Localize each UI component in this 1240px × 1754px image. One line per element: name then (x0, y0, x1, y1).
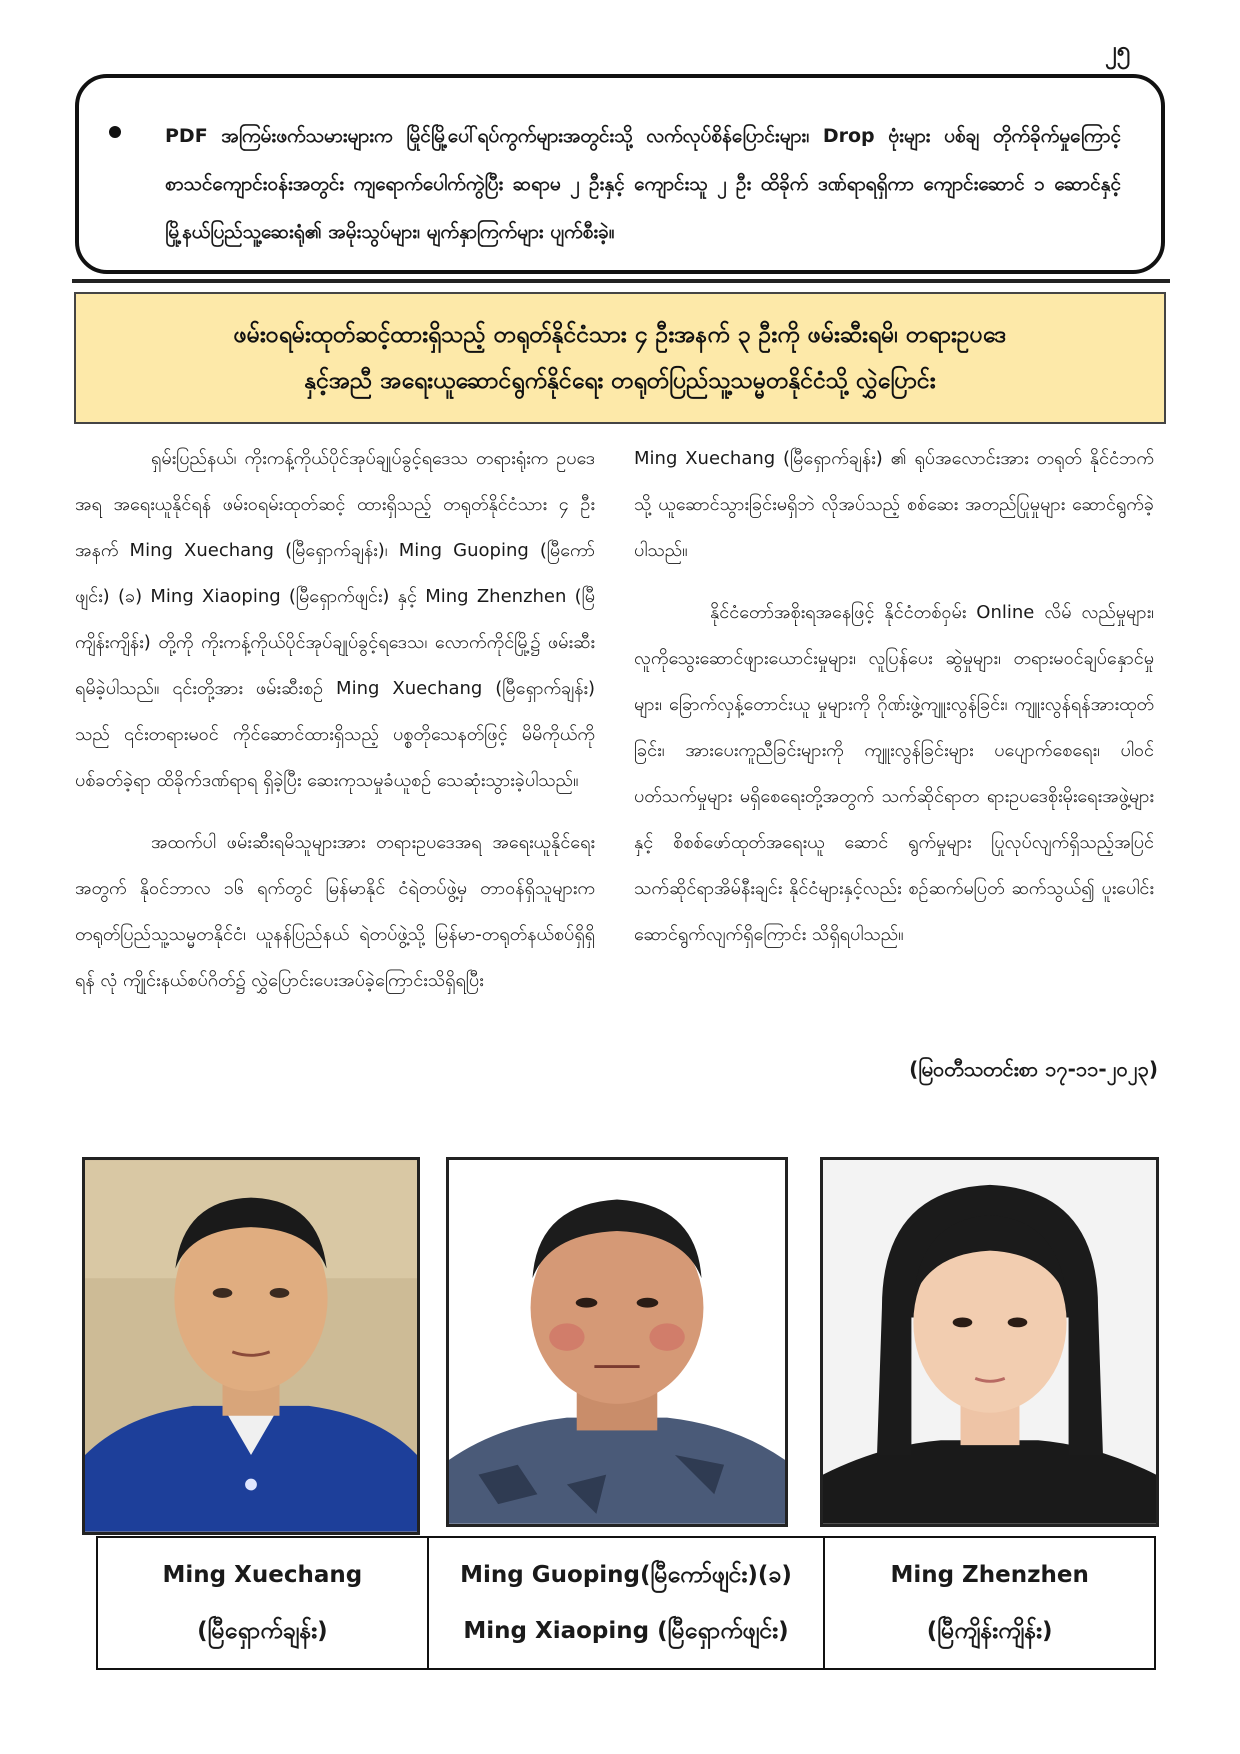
article-paragraph: Ming Xuechang (မြီရှောက်ချန်း) ၏ ရုပ်အလောင်းအား တရုတ် နိုင်ငံဘက်သို့ ယူဆောင်သွားခြင်းမရှိဘဲ လိုအပ်သည့် စစ်ဆေး အတည်ပြုမှုများ ဆောင်ရွက်ခဲ့ပါသည်။ (634, 448, 1154, 561)
headline-box (74, 292, 1166, 424)
article-paragraph: အထက်ပါ ဖမ်းဆီးရမိသူများအား တရားဥပဒေအရ အရေးယူနိုင်ရေးအတွက် နိုဝင်ဘာလ ၁၆ ရက်တွင် မြန်မာနိုင် ငံရဲတပ်ဖွဲ့မှ တာဝန်ရှိသူများက တရုတ်ပြည်သူ့သမ္မတနိုင်ငံ၊ ယူနန်ပြည်နယ် ရဲတပ်ဖွဲ့သို့ မြန်မာ-တရုတ်နယ်စပ်ရှိရှိရန် လုံ ကျိုင်းနယ်စပ်ဂိတ်၌ လွှဲပြောင်းပေးအပ်ခဲ့ကြောင်းသိရှိရပြီး (75, 832, 595, 991)
headline-line-1: ဖမ်းဝရမ်းထုတ်ဆင့်ထားရှိသည့် တရုတ်နိုင်ငံသား ၄ ဦးအနက် ၃ ဦးကို ဖမ်းဆီးရမိ၊ တရားဥပဒေ (233, 322, 1007, 348)
article-paragraph: နိုင်ငံတော်အစိုးရအနေဖြင့် နိုင်ငံတစ်ဝှမ်း Online လိမ် လည်မှုများ၊ လူကိုသွေးဆောင်ဖျားယောင်းမှုများ၊ လူပြန်ပေး ဆွဲမှုများ၊ တရားမဝင်ချပ်နှောင်မှုများ၊ ခြောက်လှန့်တောင်းယူ မှုများကို ဂိုဏ်းဖွဲ့ကျူးလွန်ခြင်း၊ ကျူးလွန်ရန်အားထုတ်ခြင်း၊ အားပေးကူညီခြင်းများကို ကျူးလွန်ခြင်းများ ပပျောက်စေရေး၊ ပါဝင်ပတ်သက်မှုများ မရှိစေရေးတို့အတွက် သက်ဆိုင်ရာတ ရားဥပဒေစိုးမိုးရေးအဖွဲ့များနှင့် စိစစ်ဖော်ထုတ်အရေးယူ ဆောင် ရွက်မှုများ ပြုလုပ်လျက်ရှိသည့်အပြင် သက်ဆိုင်ရာအိမ်နီးချင်း နိုင်ငံများနှင့်လည်း စဉ်ဆက်မပြတ် ဆက်သွယ်၍ ပူးပေါင်း ဆောင်ရွက်လျက်ရှိကြောင်း သိရှိရပါသည်။ (634, 602, 1154, 945)
divider (72, 279, 1170, 283)
caption-cell-2 (429, 1538, 826, 1668)
caption-name: Ming Guoping(မြီကော်ဖျင်း)(ခ) (460, 1562, 792, 1588)
portrait-photo-1 (82, 1157, 420, 1535)
caption-cell-3 (825, 1538, 1154, 1668)
caption-cell-1 (98, 1538, 429, 1668)
caption-table (96, 1536, 1156, 1670)
portrait-photo-2 (446, 1157, 788, 1527)
bullet-icon (109, 126, 121, 138)
note-text: PDF အကြမ်းဖက်သမားများက မြိုင်မြို့ပေါ်ရပ်ကွက်များအတွင်းသို့ လက်လုပ်စိန်ပြောင်းများ၊ Drop ဗုံးများ ပစ်ချ တိုက်ခိုက်မှုကြောင့် စာသင်ကျောင်းဝန်းအတွင်း ကျရောက်ပေါက်ကွဲပြီး ဆရာမ ၂ ဦးနှင့် ကျောင်းသူ ၂ ဦး ထိခိုက် ဒဏ်ရာရရှိကာ ကျောင်းဆောင် ၁ ဆောင်နှင့် မြို့နယ်ပြည်သူ့ဆေးရုံ၏ အမိုးသွပ်များ၊ မျက်နှာကြက်များ ပျက်စီးခဲ့။ (165, 125, 1121, 243)
page-number: ၂၅ (1104, 36, 1130, 64)
headline-line-2: နှင့်အညီ အရေးယူဆောင်ရွက်နိုင်ရေး တရုတ်ပြည်သူ့သမ္မတနိုင်ငံသို့ လွှဲပြောင်း (304, 368, 936, 394)
article-right-column (634, 436, 1154, 958)
portrait-icon (85, 1160, 417, 1532)
portrait-icon (449, 1160, 785, 1524)
caption-name-alias: Ming Xiaoping (မြီရှောက်ဖျင်း) (463, 1618, 789, 1644)
portrait-photo-3 (820, 1157, 1159, 1527)
caption-name: Ming Zhenzhen (890, 1562, 1089, 1588)
portrait-icon (823, 1160, 1156, 1524)
article-paragraph: ရှမ်းပြည်နယ်၊ ကိုးကန့်ကိုယ်ပိုင်အုပ်ချုပ်ခွင့်ရဒေသ တရားရုံးက ဥပဒေအရ အရေးယူနိုင်ရန် ဖမ်းဝရမ်းထုတ်ဆင့် ထားရှိသည့် တရုတ်နိုင်ငံသား ၄ ဦးအနက် Ming Xuechang (မြီရှောက်ချန်း)၊ Ming Guoping (မြီကော်ဖျင်း) (ခ) Ming Xiaoping (မြီရှောက်ဖျင်း) နှင့် Ming Zhenzhen (မြီကျိန်းကျိန်း) တို့ကို ကိုးကန့်ကိုယ်ပိုင်အုပ်ချုပ်ခွင့်ရဒေသ၊ လောက်ကိုင်မြို့၌ ဖမ်းဆီးရမိခဲ့ပါသည်။ ၎င်းတို့အား ဖမ်းဆီးစဉ် Ming Xuechang (မြီရှောက်ချန်း) သည် ၎င်းတရားမဝင် ကိုင်ဆောင်ထားရှိသည့် ပစ္စတိုသေနတ်ဖြင့် မိမိကိုယ်ကို ပစ်ခတ်ခဲ့ရာ ထိခိုက်ဒဏ်ရာရ ရှိခဲ့ပြီး ဆေးကုသမှုခံယူစဉ် သေဆုံးသွားခဲ့ပါသည်။ (75, 448, 595, 791)
note-box (75, 74, 1165, 274)
article-left-column (75, 436, 595, 1004)
caption-name-burmese: (မြီကျိန်းကျိန်း) (926, 1618, 1053, 1644)
caption-name: Ming Xuechang (162, 1562, 363, 1588)
source-citation: (မြဝတီသတင်းစာ ၁၇-၁၁-၂၀၂၃) (909, 1057, 1158, 1081)
caption-name-burmese: (မြီရှောက်ချန်း) (197, 1618, 328, 1644)
